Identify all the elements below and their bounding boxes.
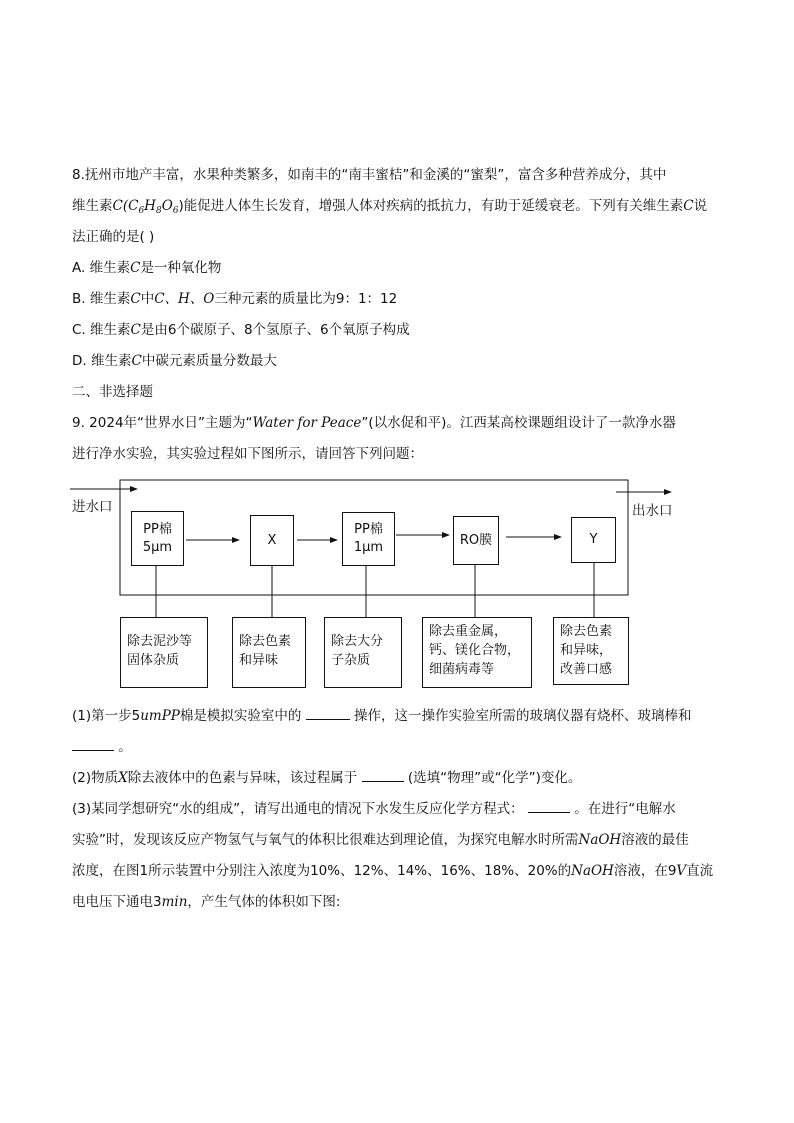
step-x xyxy=(250,515,294,566)
q9-text: 9. 2024年“世界水日”主题为“ xyxy=(72,415,253,431)
note-line: 除去重金属， xyxy=(429,624,508,639)
note-line: 除去色素 xyxy=(239,634,292,649)
q9-part3-line4 xyxy=(72,892,340,912)
q9-text: 。在进行“电解水 xyxy=(574,801,676,817)
step-label: RO膜 xyxy=(459,532,493,548)
answer-blank-2[interactable] xyxy=(72,738,114,751)
section-heading: 二、非选择题 xyxy=(72,384,153,400)
q8-stem-line3: 法正确的是( ) xyxy=(72,229,155,245)
step-sublabel: 1μm xyxy=(353,540,384,555)
formula: NaOH xyxy=(571,863,614,879)
symbol: X xyxy=(118,770,128,786)
option-text: C. 维生素 xyxy=(72,322,131,338)
q8-text: 维生素 xyxy=(72,198,113,214)
option-text: A. 维生素 xyxy=(72,260,131,276)
q9-part3-line2 xyxy=(72,830,689,850)
q9-text: (2)物质 xyxy=(72,770,119,786)
note-line: 固体杂质 xyxy=(127,653,180,668)
q9-stem-line2: 进行净水实验，其实验过程如下图所示，请回答下列问题： xyxy=(72,446,423,462)
step-sublabel: 5μm xyxy=(142,539,173,555)
step-y xyxy=(571,517,616,563)
q9-text: 电电压下通电3 xyxy=(72,894,162,910)
symbol: C xyxy=(130,322,141,338)
q9-text: 除去液体中的色素与异味，该过程属于 xyxy=(127,770,358,786)
answer-blank-4[interactable] xyxy=(528,800,570,813)
option-text: 三种元素的质量比为9：1：12 xyxy=(214,291,398,307)
symbol: C xyxy=(683,198,694,214)
english-theme: Water for Peace xyxy=(252,415,362,431)
step-arrowhead-3 xyxy=(442,532,450,538)
q9-text: 实验”时，发现该反应产物氢气与氧气的体积比很难达到理论值，为探究电解水时所需 xyxy=(72,832,579,848)
q9-text: 溶液的最佳 xyxy=(621,832,689,848)
q9-text: ”(以水促和平)。江西某高校课题组设计了一款净水器 xyxy=(361,415,676,431)
note-line: 和异味， xyxy=(560,643,613,658)
step-pp-cotton-1um xyxy=(342,512,395,566)
symbol: V xyxy=(676,863,687,879)
option-text: B. 维生素 xyxy=(72,291,131,307)
note-line: 和异味 xyxy=(239,653,279,668)
step-arrowhead-1 xyxy=(232,537,240,543)
step-arrowhead-2 xyxy=(330,537,338,543)
symbol: min xyxy=(161,894,188,910)
option-text: 是由6个碳原子、8个氢原子、6个氧原子构成 xyxy=(140,322,410,338)
note-line: 钙、镁化合物， xyxy=(429,643,521,658)
symbol: C、H、O xyxy=(154,291,215,307)
q9-text: 。 xyxy=(118,739,132,755)
inlet-label: 进水口 xyxy=(72,499,113,515)
answer-blank-1[interactable] xyxy=(306,707,350,720)
note-line: 改善口感 xyxy=(560,662,613,677)
step-label: PP棉 xyxy=(143,521,172,537)
option-text: 中碳元素质量分数最大 xyxy=(141,353,277,369)
step-label: X xyxy=(267,532,277,548)
option-text: D. 维生素 xyxy=(72,353,132,369)
symbol: umPP xyxy=(140,708,180,724)
note-line: 除去泥沙等 xyxy=(127,634,193,649)
symbol: C xyxy=(130,260,141,276)
note-step2 xyxy=(232,617,306,688)
q9-text: 浓度，在图1所示装置中分别注入浓度为10%、12%、14%、16%、18%、20%的 xyxy=(72,863,572,879)
q9-part1-line1 xyxy=(72,706,691,726)
q9-text: 直流 xyxy=(686,863,714,879)
step-label: PP棉 xyxy=(354,522,383,537)
q9-text: (选填“物理”或“化学”)变化。 xyxy=(407,770,582,786)
note-step5 xyxy=(553,617,629,685)
q9-part3-line3 xyxy=(72,861,713,881)
formula: $C(C_6H_8O_6$ xyxy=(112,198,179,216)
outlet-label: 出水口 xyxy=(632,503,673,519)
note-step1 xyxy=(120,617,208,688)
step-label: Y xyxy=(589,532,598,547)
q8-text: )能促进人体生长发育，增强人体对疾病的抵抗力，有助于延缓衰老。下列有关维生素 xyxy=(178,198,684,214)
option-text: 中 xyxy=(140,291,155,307)
q8-stem-line1: 8.抚州市地产丰富，水果种类繁多，如南丰的“南丰蜜桔”和金溪的“蜜梨”，富含多种营养成分，其中 xyxy=(72,167,667,183)
inlet-arrowhead xyxy=(130,486,138,492)
step-pp-cotton-5um xyxy=(131,511,184,566)
note-line: 除去色素 xyxy=(560,624,613,639)
q9-part2 xyxy=(72,768,581,788)
q9-text: 溶液，在9 xyxy=(613,863,677,879)
note-step4 xyxy=(422,617,532,688)
q9-text: 棉是模拟实验室中的 xyxy=(179,708,302,724)
step-ro-membrane xyxy=(453,516,499,565)
outlet-arrowhead xyxy=(664,489,672,495)
symbol: C xyxy=(130,291,141,307)
option-text: 是一种氧化物 xyxy=(140,260,222,276)
note-step3 xyxy=(324,617,402,688)
step-arrowhead-4 xyxy=(554,534,562,540)
q9-text: 操作，这一操作实验室所需的玻璃仪器有烧杯、玻璃棒和 xyxy=(353,708,692,724)
q9-text: (3)某同学想研究“水的组成”，请写出通电的情况下水发生反应化学方程式： xyxy=(72,801,524,817)
q9-part1-line2 xyxy=(72,737,132,757)
q9-part3-line1 xyxy=(72,799,676,819)
note-line: 除去大分 xyxy=(331,634,384,649)
q8-text: 说 xyxy=(693,198,708,214)
note-line: 细菌病毒等 xyxy=(429,662,495,677)
formula: NaOH xyxy=(578,832,622,848)
symbol: C xyxy=(131,353,142,369)
q9-text: ，产生气体的体积如下图: xyxy=(187,894,341,910)
answer-blank-3[interactable] xyxy=(362,769,404,782)
note-line: 子杂质 xyxy=(331,653,371,668)
q9-text: (1)第一步5 xyxy=(72,708,141,724)
